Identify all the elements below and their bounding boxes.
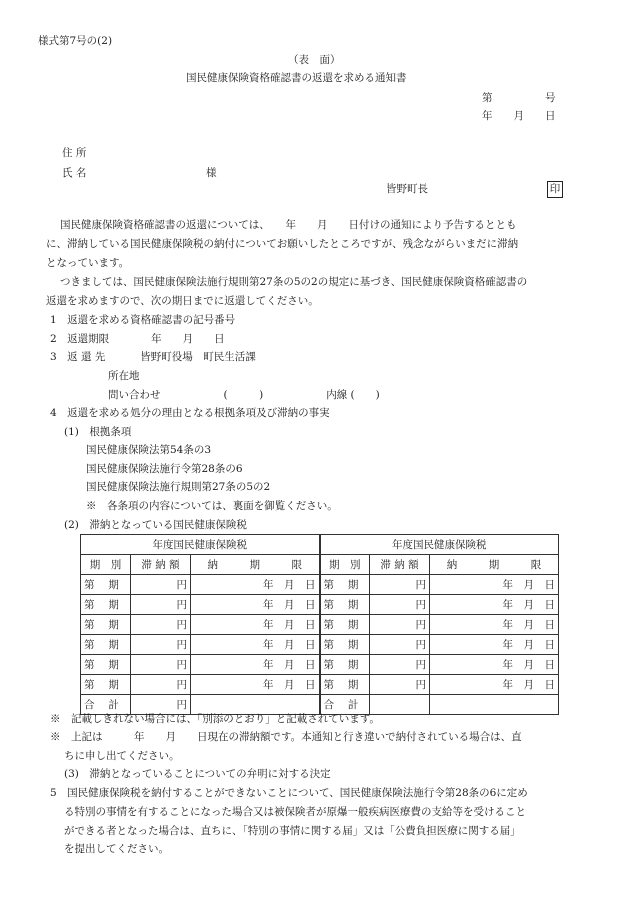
table-row xyxy=(81,655,559,675)
total-blank xyxy=(430,695,559,715)
item-4: 4 返還を求める処分の理由となる根拠条項及び滞納の事実 xyxy=(50,407,330,419)
period-cell: 第 期 xyxy=(320,575,370,595)
col-amount: 滞 納 額 xyxy=(131,555,191,575)
amount-cell: 円 xyxy=(131,635,191,655)
col-period: 期 別 xyxy=(81,555,131,575)
amount-cell: 円 xyxy=(370,575,430,595)
para1-line2: に、滞納している国民健康保険税の納付についてお願いしたところですが、残念ながらいまだに滞納 xyxy=(46,238,519,250)
due-cell: 年 月 日 xyxy=(191,655,320,675)
period-cell: 第 期 xyxy=(320,595,370,615)
amount-cell: 円 xyxy=(370,675,430,695)
due-cell: 年 月 日 xyxy=(191,595,320,615)
amount-cell: 円 xyxy=(131,575,191,595)
para2-line1: つきましては、国民健康保険法施行規則第27条の5の2の規定に基づき、国民健康保険資格確認書の xyxy=(60,276,528,288)
note-1: ※ 記載しきれない場合には、「別添のとおり」と記載されています。 xyxy=(50,713,380,725)
item-1: 1 返還を求める資格確認書の記号番号 xyxy=(50,314,236,326)
table-group-header-row xyxy=(81,535,559,555)
item-3: 3 返 還 先 皆野町役場 町民生活課 xyxy=(50,351,256,363)
group-header-left: 年度国民健康保険税 xyxy=(81,535,320,555)
group-header-right: 年度国民健康保険税 xyxy=(320,535,559,555)
table-row xyxy=(81,615,559,635)
total-label: 合 計 xyxy=(320,695,370,715)
period-cell: 第 期 xyxy=(320,615,370,635)
due-cell: 年 月 日 xyxy=(430,595,559,615)
amount-cell: 円 xyxy=(370,615,430,635)
period-cell: 第 期 xyxy=(320,635,370,655)
period-cell: 第 期 xyxy=(81,675,131,695)
table-row xyxy=(81,675,559,695)
law-2: 国民健康保険法施行令第28条の6 xyxy=(86,463,243,475)
delinquent-tax-table xyxy=(80,534,559,715)
item-3-contact: 問い合わせ ( ) 内線 ( ) xyxy=(108,389,380,401)
period-cell: 第 期 xyxy=(81,635,131,655)
amount-cell: 円 xyxy=(131,595,191,615)
table-row xyxy=(81,595,559,615)
amount-cell: 円 xyxy=(370,595,430,615)
law-1: 国民健康保険法第54条の3 xyxy=(86,444,212,456)
amount-cell: 円 xyxy=(131,675,191,695)
item-3-address: 所在地 xyxy=(108,370,140,382)
note-2-line1: ※ 上記は 年 月 日現在の滞納額です。本通知と行き違いで納付されている場合は、直 xyxy=(50,731,522,743)
col-due: 納 期 限 xyxy=(191,555,320,575)
honorific: 様 xyxy=(206,167,217,179)
table-row xyxy=(81,575,559,595)
due-cell: 年 月 日 xyxy=(191,575,320,595)
due-cell: 年 月 日 xyxy=(430,615,559,635)
item-5-line2: る特別の事情を有することになった場合又は被保険者が原爆一般疾病医療費の支給等を受けること xyxy=(64,806,526,818)
side-label: （表 面） xyxy=(288,54,341,66)
item-5-line1: 5 国民健康保険税を納付することができないことについて、国民健康保険法施行令第28条の6に定め xyxy=(50,787,528,799)
period-cell: 第 期 xyxy=(320,655,370,675)
due-cell: 年 月 日 xyxy=(430,675,559,695)
law-note: ※ 各条項の内容については、裏面を御覧ください。 xyxy=(86,500,338,512)
due-cell: 年 月 日 xyxy=(191,635,320,655)
due-cell: 年 月 日 xyxy=(191,675,320,695)
amount-cell: 円 xyxy=(131,655,191,675)
name-label: 氏 名 xyxy=(62,167,87,179)
period-cell: 第 期 xyxy=(81,615,131,635)
item-5-line4: を提出してください。 xyxy=(64,843,169,855)
document-date: 年 月 日 xyxy=(482,110,556,122)
para1-line1: 国民健康保険資格確認書の返還については、 年 月 日付けの通知により予告するととも xyxy=(60,219,517,231)
period-cell: 第 期 xyxy=(320,675,370,695)
item-2: 2 返還期限 年 月 日 xyxy=(50,333,225,345)
address-label: 住 所 xyxy=(62,147,87,159)
due-cell: 年 月 日 xyxy=(191,615,320,635)
total-label: 合 計 xyxy=(81,695,131,715)
due-cell: 年 月 日 xyxy=(430,635,559,655)
sub-1: (1) 根拠条項 xyxy=(64,426,132,438)
due-cell: 年 月 日 xyxy=(430,575,559,595)
note-2-line2: ちに申し出てください。 xyxy=(64,750,180,762)
sub-2: (2) 滞納となっている国民健康保険税 xyxy=(64,519,247,531)
sub-3: (3) 滞納となっていることについての弁明に対する決定 xyxy=(64,768,331,780)
law-3: 国民健康保険法施行規則第27条の5の2 xyxy=(86,481,271,493)
document-title: 国民健康保険資格確認書の返還を求める通知書 xyxy=(186,72,407,84)
amount-cell: 円 xyxy=(131,615,191,635)
form-number: 様式第7号の(2) xyxy=(38,35,113,47)
document-number: 第 号 xyxy=(482,92,556,104)
para2-line2: 返還を求めますので、次の期日までに返還してください。 xyxy=(46,295,319,307)
due-cell: 年 月 日 xyxy=(430,655,559,675)
total-amount: 円 xyxy=(131,695,191,715)
para1-line3: となっています。 xyxy=(46,257,130,269)
issuer: 皆野町長 xyxy=(386,183,428,195)
amount-cell: 円 xyxy=(370,635,430,655)
amount-cell: 円 xyxy=(370,655,430,675)
col-amount: 滞 納 額 xyxy=(370,555,430,575)
table-column-header-row xyxy=(81,555,559,575)
col-due: 納 期 限 xyxy=(430,555,559,575)
period-cell: 第 期 xyxy=(81,575,131,595)
item-5-line3: ができる者となった場合は、直ちに、「特別の事情に関する届」又は「公費負担医療に関する届」 xyxy=(64,825,521,837)
period-cell: 第 期 xyxy=(81,655,131,675)
period-cell: 第 期 xyxy=(81,595,131,615)
table-row xyxy=(81,635,559,655)
seal-stamp: 印 xyxy=(547,181,563,198)
col-period: 期 別 xyxy=(320,555,370,575)
